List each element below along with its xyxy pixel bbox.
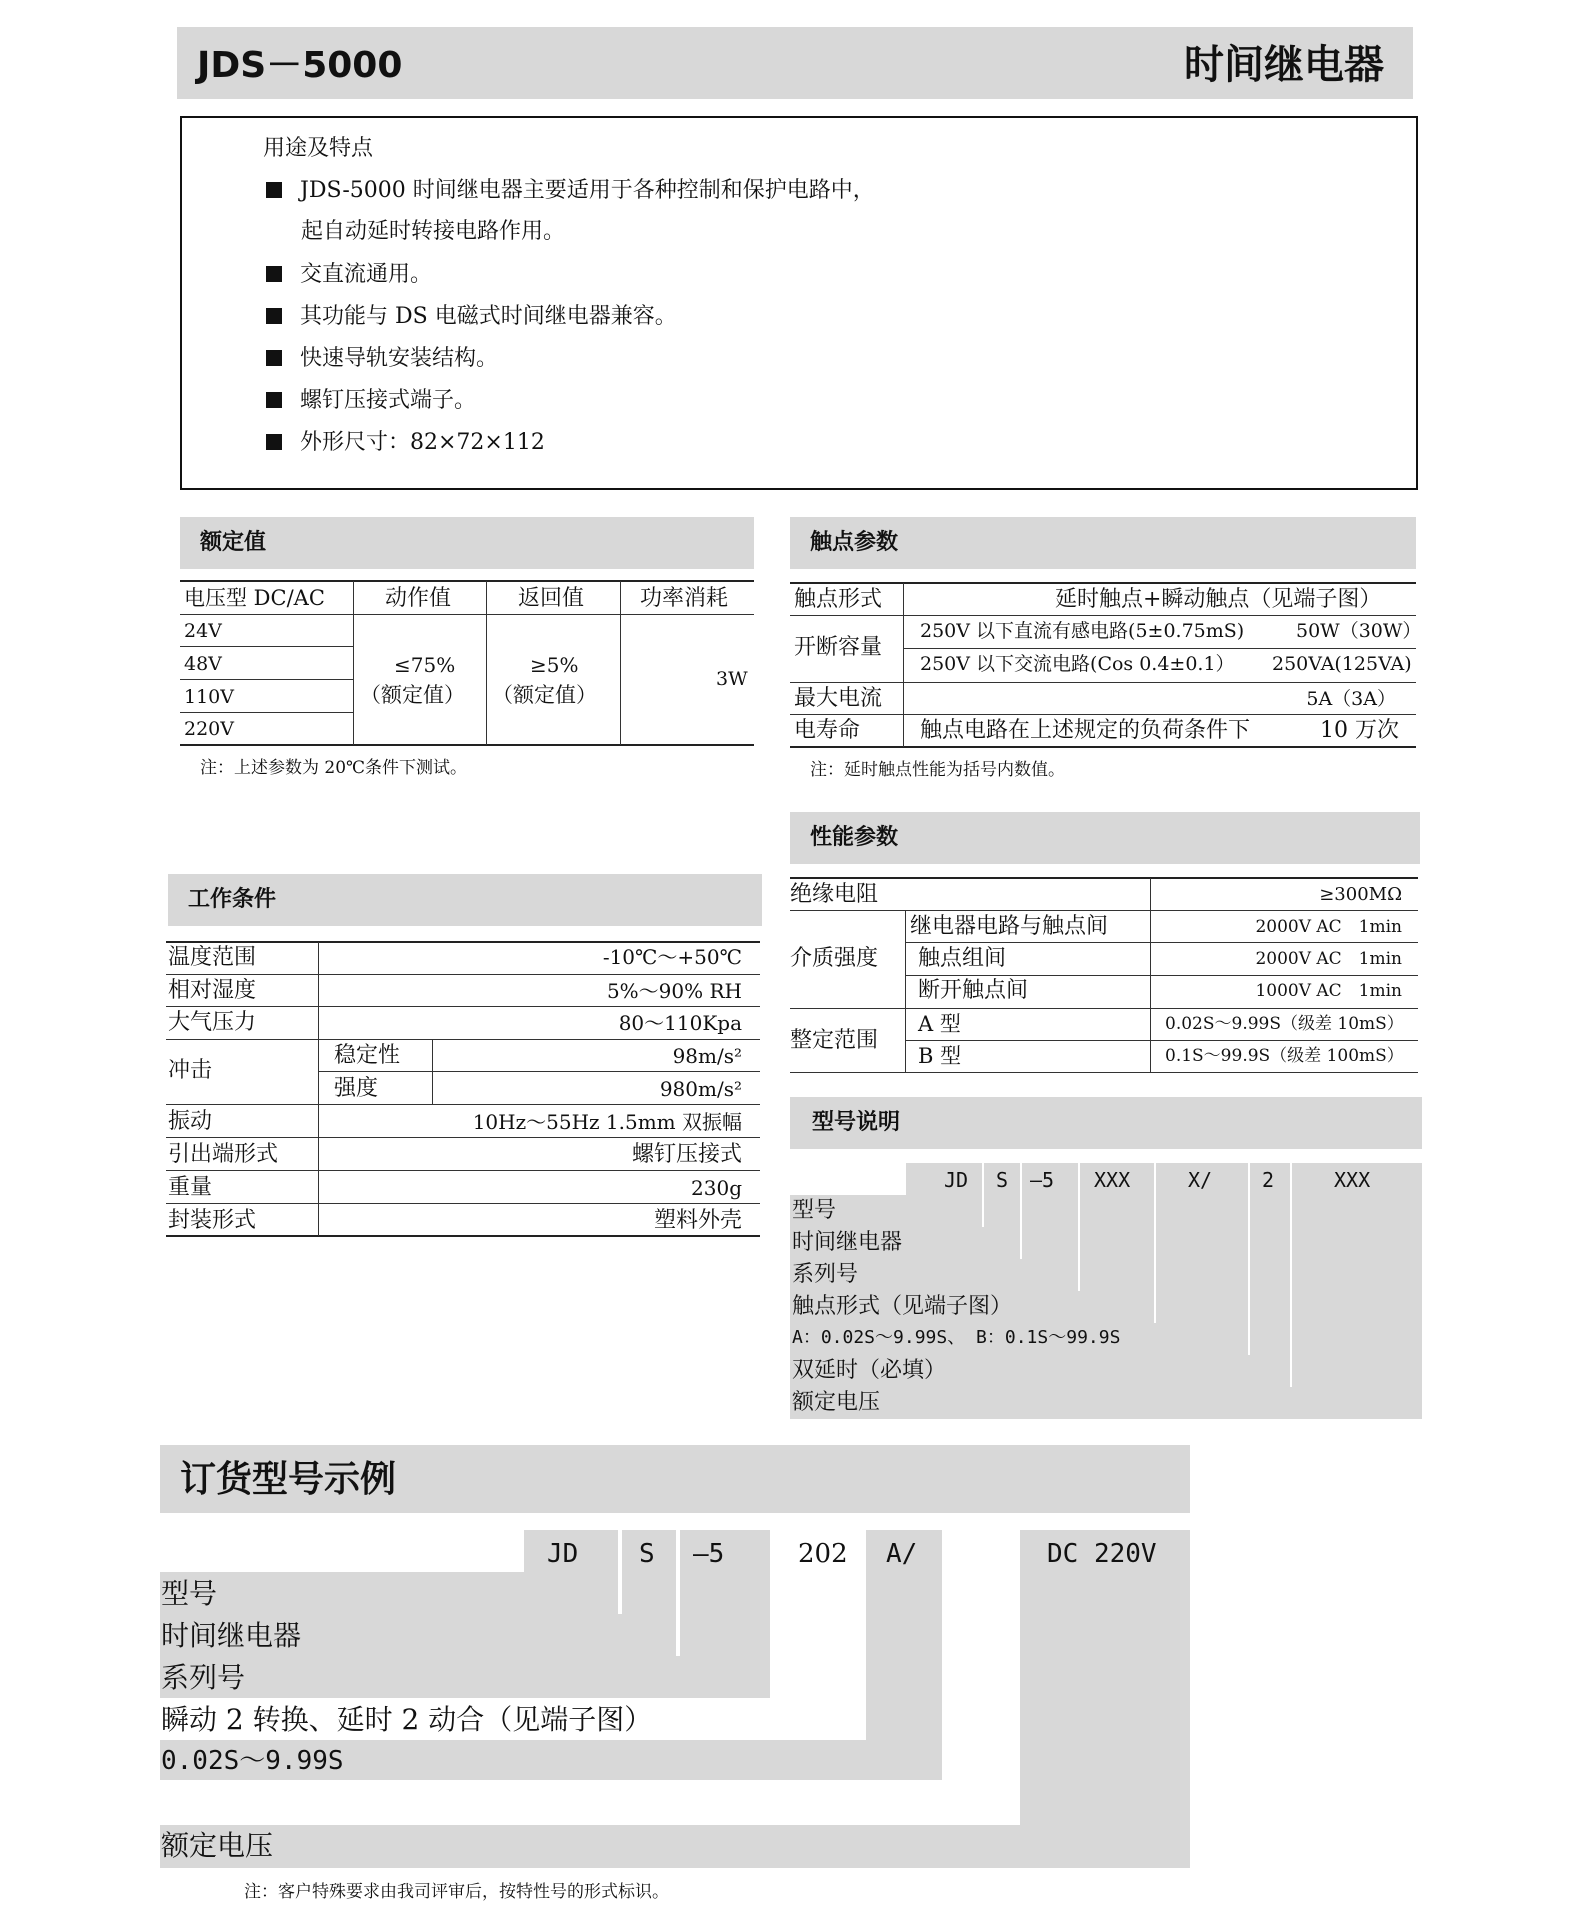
order-label: 额定电压 — [161, 1829, 274, 1862]
dielectric-row-value: 2000V AC 1min — [1255, 949, 1402, 969]
insulation-label: 绝缘电阻 — [790, 882, 879, 907]
order-label: 0.02S～9.99S — [161, 1746, 344, 1776]
working-row-value: -10℃～+50℃ — [602, 945, 742, 969]
performance-title: 性能参数 — [810, 825, 899, 850]
order-label: 系列号 — [161, 1661, 246, 1694]
order-code-s: S — [639, 1539, 655, 1569]
working-row-label: 振动 — [168, 1109, 213, 1134]
model-code-jd: JD — [944, 1168, 969, 1192]
breaking-dc: 250V 以下直流有感电路(5±0.75mS) — [920, 620, 1245, 642]
model-code-series: —5 — [1030, 1168, 1055, 1192]
shock-row-value: 98m/s² — [672, 1044, 742, 1068]
bullet-square-icon — [266, 266, 282, 282]
life-desc: 触点电路在上述规定的负荷条件下 — [920, 718, 1251, 743]
model-code-voltage: XXX — [1334, 1168, 1371, 1192]
voltage-48v: 48V — [184, 653, 222, 675]
feature-item: 外形尺寸：82×72×112 — [266, 432, 545, 454]
working-row-value: 塑料外壳 — [653, 1208, 742, 1233]
working-row-label: 重量 — [168, 1175, 213, 1200]
rated-title: 额定值 — [200, 530, 267, 555]
working-row-label: 相对湿度 — [168, 978, 257, 1003]
rated-col-header: 返回值 — [518, 586, 585, 611]
dielectric-row-label: 继电器电路与触点间 — [910, 914, 1109, 939]
working-title: 工作条件 — [188, 887, 277, 912]
model-code-type: X/ — [1188, 1168, 1213, 1192]
model-label: 触点形式（见端子图） — [792, 1294, 1013, 1319]
model-code-contact: XXX — [1094, 1168, 1131, 1192]
contact-note: 注：延时触点性能为括号内数值。 — [810, 760, 1065, 780]
breaking-ac: 250V 以下交流电路(Cos 0.4±0.1） — [920, 653, 1235, 675]
contact-form-value: 延时触点+瞬动触点（见端子图） — [1055, 587, 1382, 612]
model-label: 额定电压 — [792, 1390, 881, 1415]
model-label: 时间继电器 — [792, 1230, 903, 1255]
feature-item: 其功能与 DS 电磁式时间继电器兼容。 — [266, 306, 677, 328]
feature-item: 快速导轨安装结构。 — [266, 348, 498, 370]
order-title: 订货型号示例 — [180, 1459, 397, 1500]
order-code-jd: JD — [547, 1539, 579, 1569]
life-value: 10 万次 — [1320, 718, 1399, 743]
features-heading: 用途及特点 — [263, 136, 374, 161]
shock-row-label: 强度 — [334, 1076, 379, 1101]
shock-row-value: 980m/s² — [659, 1077, 742, 1101]
model-label: A：0.02S～9.99S、 B：0.1S～99.9S — [792, 1327, 1121, 1348]
range-label: 整定范围 — [790, 1028, 879, 1053]
insulation-value: ≥300MΩ — [1319, 884, 1402, 905]
breaking-dc-value: 50W（30W） — [1296, 620, 1422, 642]
dielectric-row-value: 2000V AC 1min — [1255, 917, 1402, 937]
feature-item: 螺钉压接式端子。 — [266, 390, 476, 412]
breaking-label: 开断容量 — [794, 635, 883, 660]
working-row-value: 10Hz～55Hz 1.5mm 双振幅 — [472, 1110, 742, 1134]
model-label: 双延时（必填） — [792, 1358, 947, 1383]
working-row-label: 大气压力 — [168, 1010, 257, 1035]
voltage-110v: 110V — [184, 686, 234, 708]
model-code-s: S — [996, 1168, 1009, 1192]
contact-form-label: 触点形式 — [794, 587, 883, 612]
rated-col-header: 动作值 — [385, 586, 452, 611]
bullet-square-icon — [266, 182, 282, 198]
dielectric-label: 介质强度 — [790, 946, 879, 971]
order-label: 时间继电器 — [161, 1619, 302, 1652]
order-note: 注：客户特殊要求由我司评审后，按特性号的形式标识。 — [244, 1882, 669, 1902]
voltage-24v: 24V — [184, 620, 222, 642]
working-row-label: 引出端形式 — [168, 1142, 279, 1167]
rated-col-header: 电压型 DC/AC — [184, 586, 325, 610]
model-label: 系列号 — [792, 1262, 859, 1287]
bullet-square-icon — [266, 350, 282, 366]
range-row-value: 0.1S～99.9S（级差 100mS） — [1165, 1046, 1404, 1066]
return-value: ≥5% — [530, 653, 579, 677]
bullet-square-icon — [266, 434, 282, 450]
working-row-value: 螺钉压接式 — [631, 1142, 742, 1167]
feature-item: 交直流通用。 — [266, 264, 432, 286]
max-current-value: 5A（3A） — [1306, 688, 1396, 710]
action-value: ≤75% — [394, 653, 456, 677]
order-code-contact: 202 — [798, 1539, 848, 1569]
shock-row-label: 稳定性 — [334, 1043, 401, 1068]
range-row-label: A 型 — [918, 1012, 961, 1036]
rated-section-header — [180, 517, 754, 569]
product-title: 时间继电器 — [1184, 42, 1384, 88]
model-label: 型号 — [792, 1198, 837, 1223]
voltage-220v: 220V — [184, 718, 234, 740]
model-code-double: 2 — [1262, 1168, 1275, 1192]
dielectric-row-label: 断开触点间 — [918, 978, 1029, 1003]
working-row-value: 230g — [691, 1176, 742, 1200]
max-current-label: 最大电流 — [794, 686, 883, 711]
power-value: 3W — [716, 668, 748, 690]
order-code-series: —5 — [693, 1539, 725, 1569]
bullet-square-icon — [266, 308, 282, 324]
working-row-label: 封装形式 — [168, 1208, 257, 1233]
breaking-ac-value: 250VA(125VA) — [1272, 653, 1412, 675]
working-row-value: 80～110Kpa — [618, 1011, 742, 1035]
model-title: JDS－5000 — [197, 45, 403, 86]
bullet-square-icon — [266, 392, 282, 408]
range-row-value: 0.02S～9.99S（级差 10mS） — [1165, 1014, 1404, 1034]
feature-item-cont: 起自动延时转接电路作用。 — [301, 219, 566, 244]
model-desc-title: 型号说明 — [812, 1110, 901, 1135]
working-row-value: 5%～90% RH — [606, 979, 742, 1003]
contact-title: 触点参数 — [810, 530, 899, 555]
shock-label: 冲击 — [168, 1058, 213, 1083]
return-note: （额定值） — [492, 683, 597, 707]
range-row-label: B 型 — [918, 1044, 962, 1068]
rated-note: 注：上述参数为 20℃条件下测试。 — [200, 758, 468, 778]
order-code-voltage: DC 220V — [1047, 1539, 1157, 1569]
life-label: 电寿命 — [794, 718, 861, 743]
dielectric-row-value: 1000V AC 1min — [1255, 981, 1402, 1001]
order-label: 型号 — [161, 1577, 218, 1610]
order-label: 瞬动 2 转换、延时 2 动合（见端子图） — [161, 1703, 653, 1736]
order-code-type: A/ — [886, 1539, 918, 1569]
working-row-label: 温度范围 — [168, 945, 257, 970]
action-note: （额定值） — [360, 683, 465, 707]
rated-col-header: 功率消耗 — [640, 586, 729, 611]
feature-item: JDS-5000 时间继电器主要适用于各种控制和保护电路中， — [266, 180, 875, 202]
dielectric-row-label: 触点组间 — [918, 946, 1007, 971]
